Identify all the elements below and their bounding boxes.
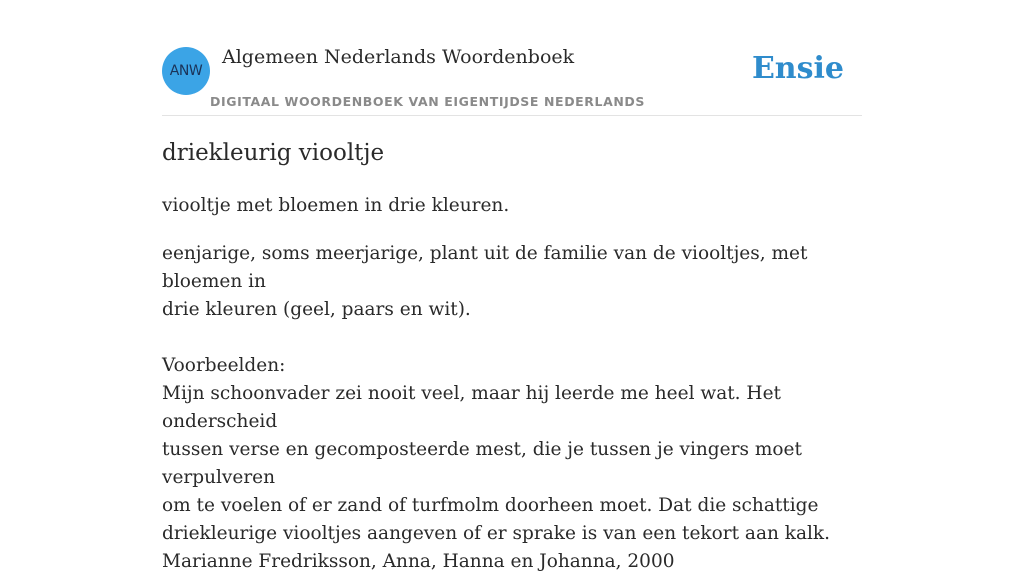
spacer — [162, 324, 862, 352]
entry-card — [162, 0, 862, 572]
site-title[interactable]: Algemeen Nederlands Woordenboek — [222, 46, 575, 68]
header — [162, 0, 862, 116]
example-line: om te voelen of er zand of turfmolm doorheen moet. Dat die schattige — [162, 495, 819, 516]
description-line: drie kleuren (geel, paars en wit). — [162, 299, 471, 320]
entry-headword: driekleurig viooltje — [162, 140, 385, 166]
examples-label: Voorbeelden: — [162, 355, 286, 376]
example-line: tussen verse en gecomposteerde mest, die je tussen je vingers moet verpulveren — [162, 439, 802, 488]
ensie-brand-logo[interactable]: Ensie — [751, 51, 844, 86]
example-line: driekleurige viooltjes aangeven of er sprake is van een tekort aan kalk. — [162, 523, 831, 544]
description-line: eenjarige, soms meerjarige, plant uit de familie van de viooltjes, met bloemen in — [162, 243, 808, 292]
example-source: Marianne Fredriksson, Anna, Hanna en Johanna, 2000 — [162, 551, 675, 572]
anw-logo[interactable]: ANW — [162, 47, 210, 95]
example-line: Mijn schoonvader zei nooit veel, maar hij leerde me heel wat. Het onderscheid — [162, 383, 781, 432]
entry-definition: viooltje met bloemen in drie kleuren. — [162, 195, 510, 216]
entry-body — [162, 240, 862, 576]
site-subtitle: DIGITAAL WOORDENBOEK VAN EIGENTIJDSE NEDERLANDS — [210, 94, 646, 109]
